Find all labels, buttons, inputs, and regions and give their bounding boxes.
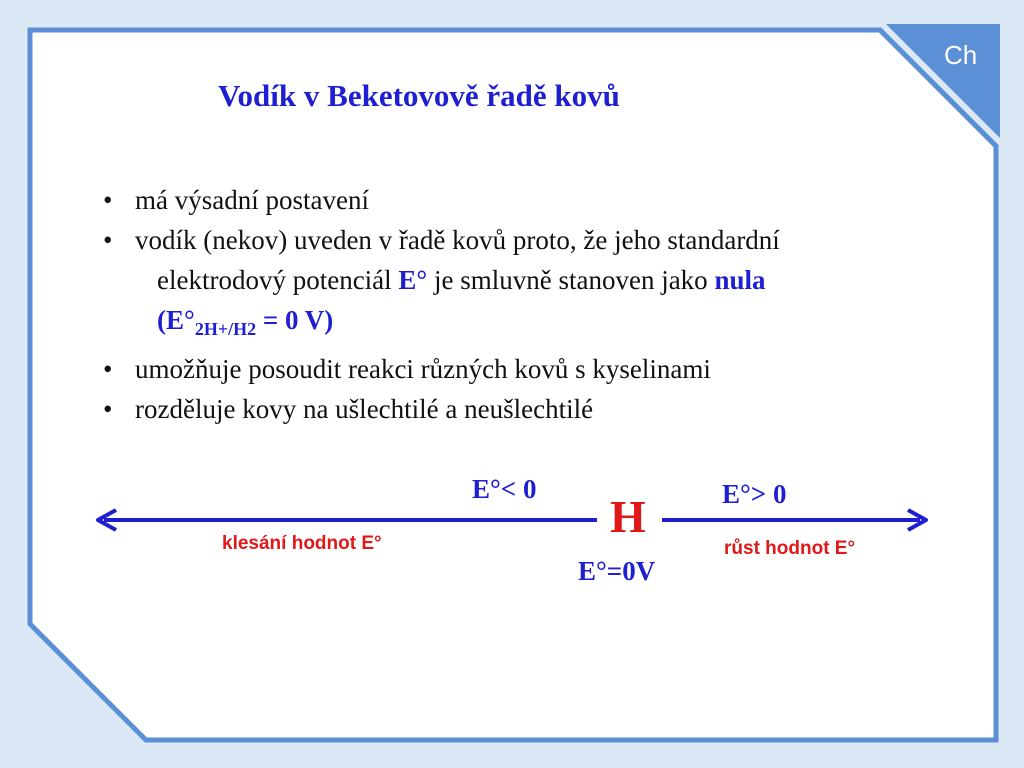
- potential-symbol: E°: [398, 265, 428, 295]
- bullet-list: [103, 180, 780, 429]
- zero-word: nula: [714, 265, 766, 295]
- formula-start: (E°: [157, 305, 195, 335]
- decreasing-caption: klesání hodnot E°: [222, 533, 382, 554]
- increasing-caption: růst hodnot E°: [724, 538, 856, 559]
- bullet-text: je smluvně stanoven jako: [427, 265, 715, 295]
- potential-formula: [103, 300, 780, 349]
- bullet-text: vodík (nekov) uveden v řadě kovů proto, že jeho standardní: [135, 225, 780, 255]
- bullet-dot: •: [103, 185, 113, 215]
- positive-potential-label: E°> 0: [722, 479, 787, 509]
- bullet-item: [103, 180, 780, 220]
- bullet-item: [103, 349, 780, 389]
- bullet-text: rozděluje kovy na ušlechtilé a neušlechtilé: [135, 394, 594, 424]
- bullet-text: má výsadní postavení: [135, 185, 369, 215]
- bullet-dot: •: [103, 394, 113, 424]
- hydrogen-symbol: H: [610, 491, 646, 542]
- bullet-continuation: [103, 260, 780, 300]
- bullet-dot: •: [103, 354, 113, 384]
- chapter-badge: Ch: [944, 40, 978, 70]
- bullet-item: [103, 220, 780, 260]
- bullet-text: umožňuje posoudit reakci různých kovů s kyselinami: [135, 354, 711, 384]
- negative-potential-label: E°< 0: [472, 474, 537, 504]
- bullet-item: [103, 389, 780, 429]
- formula-end: = 0 V): [256, 305, 334, 335]
- bullet-text: elektrodový potenciál: [157, 265, 399, 295]
- page-title: Vodík v Beketovově řadě kovů: [218, 78, 620, 113]
- bullet-dot: •: [103, 225, 113, 255]
- hydrogen-potential-value: E°=0V: [578, 556, 656, 586]
- formula-subscript: 2H+/H2: [194, 319, 257, 339]
